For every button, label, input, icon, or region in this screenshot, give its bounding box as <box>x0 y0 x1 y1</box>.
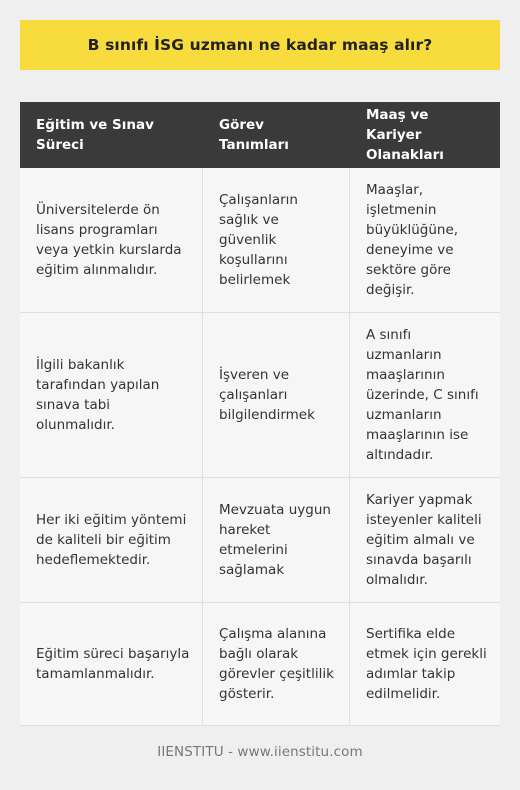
table-row <box>20 478 500 603</box>
cell-text: A sınıfı uzmanların maaşlarının üzerinde, C sınıfı uzmanların maaşlarının ise altındadır. <box>366 327 479 463</box>
cell-text: Kariyer yapmak isteyenler kaliteli eğitim almalı ve sınavda başarılı olmalıdır. <box>366 492 482 588</box>
cell-text: Her iki eğitim yöntemi de kaliteli bir eğitim hedeflemektedir. <box>36 512 187 568</box>
header-cell-salary <box>350 102 500 168</box>
table-cell <box>20 313 203 477</box>
table-cell <box>350 313 500 477</box>
table-cell <box>203 603 350 725</box>
table-row <box>20 313 500 478</box>
cell-text: Mevzuata uygun hareket etmelerini sağlamak <box>219 502 331 578</box>
table-row <box>20 168 500 313</box>
header-cell-duties <box>203 102 350 168</box>
table-cell <box>350 603 500 725</box>
page-title: B sınıfı İSG uzmanı ne kadar maaş alır? <box>87 36 433 54</box>
cell-text: Sertifika elde etmek için gerekli adımlar takip edilmelidir. <box>366 626 487 702</box>
cell-text: Eğitim süreci başarıyla tamamlanmalıdır. <box>36 646 190 682</box>
table-cell <box>20 168 203 312</box>
cell-text: Çalışanların sağlık ve güvenlik koşullarını belirlemek <box>219 192 298 288</box>
title-banner <box>20 20 500 70</box>
cell-text: Çalışma alanına bağlı olarak görevler çeşitlilik gösterir. <box>219 626 334 702</box>
table-cell <box>20 603 203 725</box>
header-label: Maaş ve Kariyer Olanakları <box>366 107 444 163</box>
table-cell <box>350 168 500 312</box>
header-label: Görev Tanımları <box>219 117 289 153</box>
cell-text: İşveren ve çalışanları bilgilendirmek <box>219 367 315 423</box>
table-header-row <box>20 102 500 168</box>
cell-text: Üniversitelerde ön lisans programları veya yetkin kurslarda eğitim alınmalıdır. <box>36 202 182 278</box>
cell-text: Maaşlar, işletmenin büyüklüğüne, deneyime ve sektöre göre değişir. <box>366 182 459 298</box>
info-table <box>20 102 500 726</box>
table-cell <box>350 478 500 602</box>
header-label: Eğitim ve Sınav Süreci <box>36 117 154 153</box>
table-cell <box>203 168 350 312</box>
table-cell <box>203 313 350 477</box>
header-cell-education <box>20 102 203 168</box>
cell-text: İlgili bakanlık tarafından yapılan sınava tabi olunmalıdır. <box>36 357 160 433</box>
table-cell <box>20 478 203 602</box>
table-cell <box>203 478 350 602</box>
footer-credit: IIENSTITU - www.iienstitu.com <box>157 744 363 760</box>
table-row <box>20 603 500 726</box>
